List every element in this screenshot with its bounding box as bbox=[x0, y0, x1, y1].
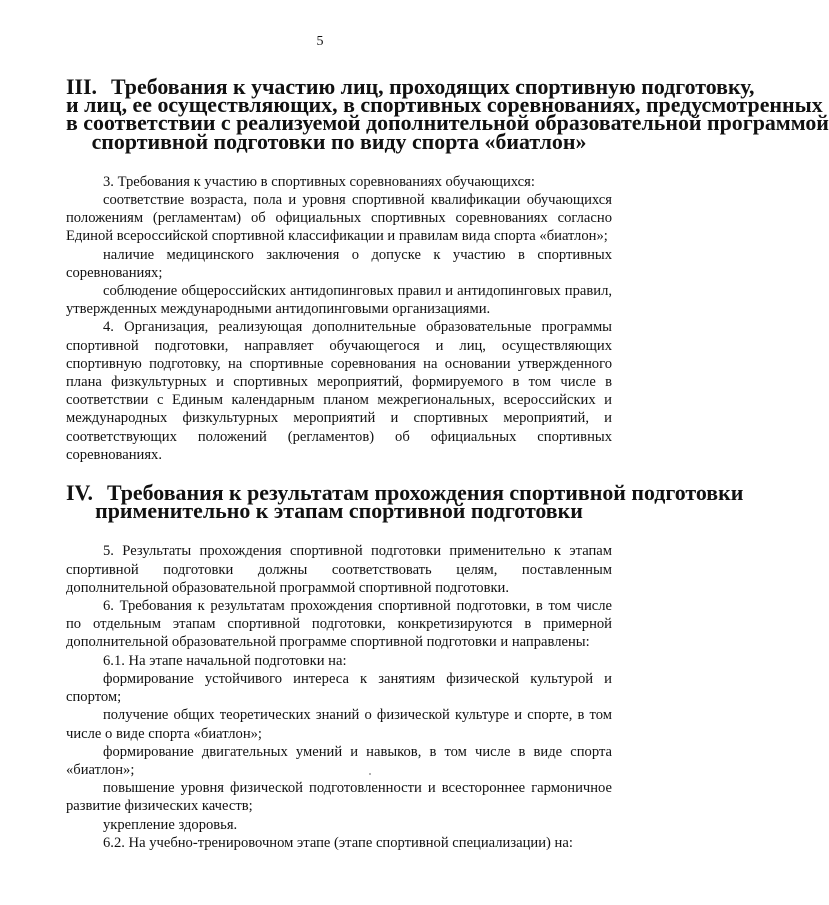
paragraph: укрепление здоровья. bbox=[103, 816, 238, 833]
section-3-title-line: спортивной подготовки по виду спорта «биатлон» bbox=[91, 128, 587, 154]
section-4-heading bbox=[66, 480, 744, 524]
paragraph: формирование двигательных умений и навыков, в том числе в виде спорта «биатлон»; bbox=[66, 743, 612, 778]
section-4-number: IV. bbox=[66, 480, 93, 506]
paragraph: 3. Требования к участию в спортивных соревнованиях обучающихся: bbox=[103, 173, 535, 190]
document-body bbox=[66, 74, 829, 852]
paragraph: 4. Организация, реализующая дополнительные образовательные программы спортивной подготовки, направляет обучающегося и лиц, осуществляющих спортивную подготовку, на спортивные соревнования на основании утвержденного плана физкультурных и спортивных мероприятий, формируемого в том числе в соответствии с Единым календарным планом межрегиональных, всероссийских и международных физкультурных мероприятий и спортивных мероприятий, и соответствующих положений (регламентов) об официальных спортивных соревнованиях. bbox=[66, 319, 612, 463]
section-4-title-line: Требования к результатам прохождения спортивной подготовки bbox=[106, 480, 744, 506]
paragraph: соответствие возраста, пола и уровня спортивной квалификации обучающихся положениям (регламентам) об официальных спортивных соревнованиях согласно Единой всероссийской спортивной классификации и правилам вида спорта «биатлон»; bbox=[66, 192, 612, 245]
scan-speck bbox=[369, 773, 371, 775]
paragraph: наличие медицинского заключения о допуске к участию в спортивных соревнованиях; bbox=[66, 246, 612, 281]
paragraph: соблюдение общероссийских антидопинговых правил и антидопинговых правил, утвержденных международными антидопинговыми организациями. bbox=[66, 283, 612, 318]
section-3-number: III. bbox=[66, 74, 98, 99]
page-number: 5 bbox=[316, 34, 324, 49]
section-4-title-line: применительно к этапам спортивной подготовки bbox=[95, 498, 583, 524]
paragraph: 6. Требования к результатам прохождения спортивной подготовки, в том числе по отдельным этапам спортивной подготовки, конкретизируются в примерной дополнительной образовательной программе спортивной подготовки и направлены: bbox=[66, 598, 612, 651]
paragraph: 6.2. На учебно-тренировочном этапе (этапе спортивной специализации) на: bbox=[103, 834, 573, 851]
section-3-heading bbox=[66, 74, 829, 154]
paragraph: 6.1. На этапе начальной подготовки на: bbox=[103, 652, 347, 669]
section-3-title-line: Требования к участию лиц, проходящих спортивную подготовку, bbox=[111, 74, 755, 99]
paragraph: 5. Результаты прохождения спортивной подготовки применительно к этапам спортивной подготовки должны соответствовать целям, поставленным дополнительной образовательной программой спортивной подготовки. bbox=[66, 543, 612, 596]
paragraph: получение общих теоретических знаний о физической культуре и спорте, в том числе о виде спорта «биатлон»; bbox=[66, 707, 612, 742]
section-3-title-line: и лиц, ее осуществляющих, в спортивных соревнованиях, предусмотренных bbox=[66, 92, 823, 118]
paragraph: повышение уровня физической подготовленности и всестороннее гармоничное развитие физических качеств; bbox=[66, 780, 612, 815]
paragraph: формирование устойчивого интереса к занятиям физической культурой и спортом; bbox=[66, 670, 612, 706]
section-3-title-line: в соответствии с реализуемой дополнительной образовательной программой bbox=[66, 110, 829, 136]
